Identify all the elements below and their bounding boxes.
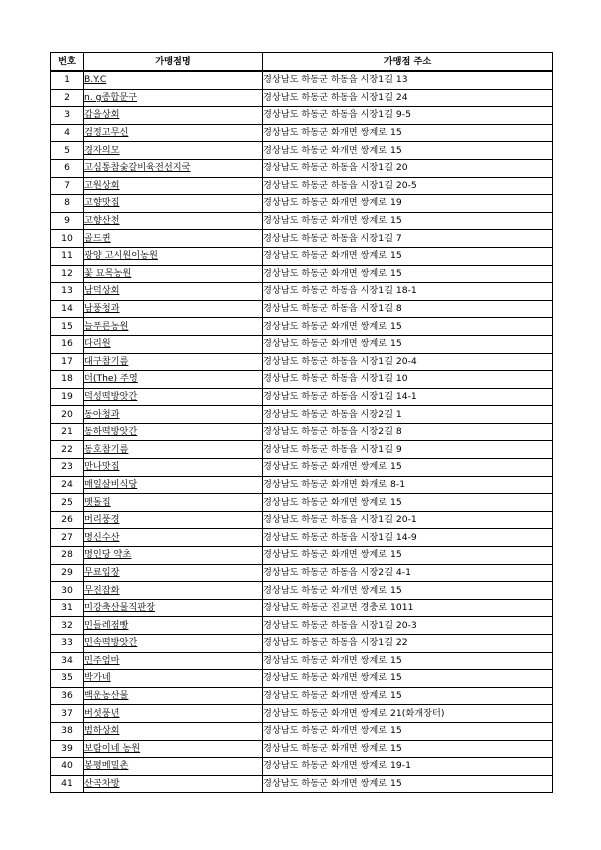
table-row: [51, 687, 553, 705]
merchant-name-link[interactable]: 골드퀸: [84, 232, 111, 244]
row-number: 24: [51, 476, 84, 494]
merchant-name-link[interactable]: 늘푸른농원: [84, 320, 129, 332]
merchant-address: 경상남도 하동군 하동읍 시장1길 10: [263, 371, 553, 389]
row-number: 17: [51, 353, 84, 371]
table-row: [51, 335, 553, 353]
merchant-name-link[interactable]: 박가네: [84, 672, 111, 684]
table-row: [51, 406, 553, 424]
merchant-address: 경상남도 하동군 화개면 쌍계로 19-1: [263, 758, 553, 776]
merchant-name: [84, 705, 263, 723]
table-row: [51, 617, 553, 635]
merchant-name-link[interactable]: 매일살비식당: [84, 478, 138, 490]
merchant-address: 경상남도 하동군 화개면 쌍계로 21(화개장터): [263, 705, 553, 723]
merchant-name: [84, 212, 263, 230]
table-row: [51, 107, 553, 125]
merchant-name-link[interactable]: 머리풍경: [84, 514, 120, 526]
table-row: [51, 388, 553, 406]
merchant-name-link[interactable]: 동호참기름: [84, 443, 129, 455]
merchant-name-link[interactable]: 다리원: [84, 338, 111, 350]
merchant-address: 경상남도 하동군 화개면 쌍계로 15: [263, 722, 553, 740]
row-number: 31: [51, 599, 84, 617]
merchant-address: 경상남도 하동군 화개면 쌍계로 15: [263, 582, 553, 600]
merchant-name: [84, 353, 263, 371]
merchant-address: 경상남도 하동군 하동읍 시장2길 4-1: [263, 564, 553, 582]
merchant-name-link[interactable]: 검정고무신: [84, 127, 129, 139]
row-number: 27: [51, 529, 84, 547]
merchant-address: 경상남도 하동군 하동읍 시장1길 20-3: [263, 617, 553, 635]
table-row: [51, 283, 553, 301]
row-number: 40: [51, 758, 84, 776]
merchant-address: 경상남도 하동군 하동읍 시장1길 20-1: [263, 511, 553, 529]
merchant-name: [84, 124, 263, 142]
merchant-name-link[interactable]: 고향맛집: [84, 197, 120, 209]
row-number: 16: [51, 335, 84, 353]
merchant-name-link[interactable]: 고원상회: [84, 179, 120, 191]
table-row: [51, 195, 553, 213]
table-row: [51, 89, 553, 107]
merchant-address: 경상남도 하동군 하동읍 시장1길 20-4: [263, 353, 553, 371]
table-row: [51, 511, 553, 529]
merchant-address: 경상남도 하동군 하동읍 시장1길 9: [263, 441, 553, 459]
merchant-name: [84, 388, 263, 406]
merchant-address: 경상남도 하동군 하동읍 시장1길 14-1: [263, 388, 553, 406]
row-number: 35: [51, 670, 84, 688]
row-number: 10: [51, 230, 84, 248]
merchant-address: 경상남도 하동군 화개면 쌍계로 19: [263, 195, 553, 213]
merchant-address: 경상남도 하동군 화개면 쌍계로 15: [263, 212, 553, 230]
merchant-name: [84, 582, 263, 600]
merchant-address: 경상남도 하동군 화개면 쌍계로 15: [263, 335, 553, 353]
row-number: 20: [51, 406, 84, 424]
table-row: [51, 758, 553, 776]
row-number: 18: [51, 371, 84, 389]
merchant-name-link[interactable]: 경자의모: [84, 144, 120, 156]
row-number: 26: [51, 511, 84, 529]
merchant-name-link[interactable]: 만나맛집: [84, 461, 120, 473]
table-row: [51, 652, 553, 670]
merchant-address: 경상남도 하동군 화개면 쌍계로 15: [263, 652, 553, 670]
table-row: [51, 775, 553, 793]
merchant-name: [84, 230, 263, 248]
row-number: 3: [51, 107, 84, 125]
table-row: [51, 265, 553, 283]
row-number: 23: [51, 459, 84, 477]
merchant-name: [84, 758, 263, 776]
row-number: 32: [51, 617, 84, 635]
row-number: 19: [51, 388, 84, 406]
merchant-name: [84, 89, 263, 107]
row-number: 11: [51, 247, 84, 265]
row-number: 29: [51, 564, 84, 582]
row-number: 28: [51, 547, 84, 565]
table-row: [51, 740, 553, 758]
merchant-name: [84, 459, 263, 477]
merchant-name-link[interactable]: 버섯풍년: [84, 707, 120, 719]
table-row: [51, 722, 553, 740]
row-number: 37: [51, 705, 84, 723]
merchant-name: [84, 247, 263, 265]
merchant-name-link[interactable]: 민속떡방앗간: [84, 637, 138, 649]
merchant-name: [84, 195, 263, 213]
merchant-name-link[interactable]: 민주엄마: [84, 654, 120, 666]
merchant-name: [84, 476, 263, 494]
merchant-address: 경상남도 하동군 화개면 쌍계로 15: [263, 142, 553, 160]
merchant-address: 경상남도 하동군 하동읍 시장1길 20: [263, 159, 553, 177]
table-row: [51, 670, 553, 688]
merchant-name: [84, 318, 263, 336]
merchant-address: 경상남도 하동군 화개면 쌍계로 15: [263, 740, 553, 758]
merchant-name: [84, 283, 263, 301]
merchant-name-link[interactable]: 대구참기름: [84, 355, 129, 367]
merchant-name: [84, 511, 263, 529]
merchant-name: [84, 670, 263, 688]
merchant-name-link[interactable]: 무진잡화: [84, 584, 120, 596]
merchant-name: [84, 722, 263, 740]
table-row: [51, 564, 553, 582]
merchant-address: 경상남도 하동군 하동읍 시장1길 7: [263, 230, 553, 248]
table-row: [51, 371, 553, 389]
merchant-name: [84, 177, 263, 195]
merchant-name-link[interactable]: 미강축산물직판장: [84, 602, 156, 614]
merchant-address: 경상남도 하동군 하동읍 시장1길 24: [263, 89, 553, 107]
merchant-address: 경상남도 하동군 화개면 쌍계로 15: [263, 247, 553, 265]
merchant-name-link[interactable]: 남덕상회: [84, 285, 120, 297]
merchant-address: 경상남도 하동군 하동읍 시장1길 8: [263, 300, 553, 318]
row-number: 12: [51, 265, 84, 283]
merchant-name-link[interactable]: 보람이네 농원: [84, 742, 141, 754]
row-number: 33: [51, 635, 84, 653]
merchant-name-link[interactable]: 고심통참숯갈비육전선지국: [84, 162, 191, 174]
header-address: 가맹점 주소: [263, 53, 553, 72]
merchant-address: 경상남도 하동군 화개면 쌍계로 15: [263, 775, 553, 793]
merchant-address: 경상남도 하동군 하동읍 시장1길 22: [263, 635, 553, 653]
merchant-name: [84, 265, 263, 283]
row-number: 7: [51, 177, 84, 195]
merchant-name: [84, 159, 263, 177]
table-row: [51, 441, 553, 459]
merchant-name: [84, 371, 263, 389]
row-number: 2: [51, 89, 84, 107]
merchant-address: 경상남도 하동군 화개면 화개로 8-1: [263, 476, 553, 494]
merchant-name: [84, 406, 263, 424]
merchant-name-link[interactable]: 산곡차방: [84, 778, 120, 790]
table-row: [51, 494, 553, 512]
merchant-name: [84, 441, 263, 459]
table-row: [51, 547, 553, 565]
merchant-name-link[interactable]: 명신수산: [84, 531, 120, 543]
table-row: [51, 142, 553, 160]
table-row: [51, 353, 553, 371]
merchant-name-link[interactable]: 동하떡방앗간: [84, 426, 138, 438]
merchant-name-link[interactable]: 범하상회: [84, 725, 120, 737]
table-row: [51, 159, 553, 177]
table-row: [51, 423, 553, 441]
merchant-address: 경상남도 하동군 하동읍 시장1길 20-5: [263, 177, 553, 195]
merchant-address: 경상남도 하동군 화개면 쌍계로 15: [263, 687, 553, 705]
row-number: 21: [51, 423, 84, 441]
merchant-name-link[interactable]: 봉평메밀촌: [84, 760, 129, 772]
merchant-name-link[interactable]: B.Y.C: [84, 74, 107, 86]
merchant-name: [84, 617, 263, 635]
row-number: 15: [51, 318, 84, 336]
merchant-table: [50, 52, 553, 793]
merchant-name: [84, 335, 263, 353]
merchant-address: 경상남도 하동군 하동읍 시장1길 9-5: [263, 107, 553, 125]
merchant-name: [84, 740, 263, 758]
row-number: 34: [51, 652, 84, 670]
table-row: [51, 705, 553, 723]
merchant-name: [84, 423, 263, 441]
header-no: 번호: [51, 53, 84, 72]
merchant-address: 경상남도 하동군 화개면 쌍계로 15: [263, 124, 553, 142]
table-row: [51, 476, 553, 494]
merchant-name-link[interactable]: 광양 고시원이농원: [84, 250, 158, 262]
row-number: 41: [51, 775, 84, 793]
merchant-name-link[interactable]: n. g종합문구: [84, 91, 137, 103]
merchant-address: 경상남도 하동군 화개면 쌍계로 15: [263, 494, 553, 512]
row-number: 9: [51, 212, 84, 230]
merchant-name: [84, 142, 263, 160]
merchant-name: [84, 547, 263, 565]
table-row: [51, 212, 553, 230]
merchant-name-link[interactable]: 덕성떡방앗간: [84, 390, 138, 402]
merchant-address: 경상남도 하동군 하동읍 시장1길 18-1: [263, 283, 553, 301]
merchant-name: [84, 107, 263, 125]
merchant-name-link[interactable]: 남풍청과: [84, 303, 120, 315]
merchant-address: 경상남도 하동군 화개면 쌍계로 15: [263, 547, 553, 565]
table-row: [51, 124, 553, 142]
merchant-address: 경상남도 하동군 하동읍 시장2길 8: [263, 423, 553, 441]
table-row: [51, 635, 553, 653]
header-row: [51, 53, 553, 72]
table-row: [51, 71, 553, 89]
row-number: 30: [51, 582, 84, 600]
row-number: 25: [51, 494, 84, 512]
merchant-name: [84, 775, 263, 793]
row-number: 13: [51, 283, 84, 301]
merchant-address: 경상남도 하동군 하동읍 시장1길 13: [263, 71, 553, 89]
row-number: 6: [51, 159, 84, 177]
table-row: [51, 300, 553, 318]
merchant-address: 경상남도 하동군 화개면 쌍계로 15: [263, 459, 553, 477]
merchant-name: [84, 529, 263, 547]
table-row: [51, 459, 553, 477]
merchant-name-link[interactable]: 맷돌집: [84, 496, 111, 508]
row-number: 36: [51, 687, 84, 705]
table-row: [51, 177, 553, 195]
merchant-name-link[interactable]: 꽃 묘목농원: [84, 267, 132, 279]
merchant-name: [84, 71, 263, 89]
row-number: 5: [51, 142, 84, 160]
row-number: 39: [51, 740, 84, 758]
merchant-name: [84, 494, 263, 512]
merchant-name-link[interactable]: 고향산천: [84, 215, 120, 227]
merchant-address: 경상남도 하동군 화개면 쌍계로 15: [263, 318, 553, 336]
merchant-name: [84, 652, 263, 670]
merchant-name: [84, 635, 263, 653]
merchant-name: [84, 687, 263, 705]
table-row: [51, 599, 553, 617]
merchant-address: 경상남도 하동군 화개면 쌍계로 15: [263, 265, 553, 283]
merchant-name: [84, 564, 263, 582]
merchant-address: 경상남도 하동군 하동읍 시장1길 14-9: [263, 529, 553, 547]
merchant-name-link[interactable]: 민들레점빵: [84, 619, 129, 631]
table-row: [51, 247, 553, 265]
row-number: 14: [51, 300, 84, 318]
merchant-name-link[interactable]: 백운농산물: [84, 690, 129, 702]
header-name: 가맹점명: [84, 53, 263, 72]
row-number: 8: [51, 195, 84, 213]
merchant-address: 경상남도 하동군 하동읍 시장2길 1: [263, 406, 553, 424]
row-number: 4: [51, 124, 84, 142]
row-number: 1: [51, 71, 84, 89]
table-row: [51, 318, 553, 336]
merchant-name: [84, 599, 263, 617]
merchant-address: 경상남도 하동군 진교면 경충로 1011: [263, 599, 553, 617]
merchant-name: [84, 300, 263, 318]
merchant-name-link[interactable]: 동아청과: [84, 408, 120, 420]
row-number: 22: [51, 441, 84, 459]
row-number: 38: [51, 722, 84, 740]
merchant-name-link[interactable]: 갑을상회: [84, 109, 120, 121]
merchant-name-link[interactable]: 더(The) 주영: [84, 373, 138, 385]
table-row: [51, 529, 553, 547]
merchant-name-link[interactable]: 무료입장: [84, 566, 120, 578]
table-row: [51, 582, 553, 600]
merchant-address: 경상남도 하동군 화개면 쌍계로 15: [263, 670, 553, 688]
merchant-name-link[interactable]: 명인당 약초: [84, 549, 132, 561]
table-row: [51, 230, 553, 248]
table-body: [51, 71, 553, 793]
